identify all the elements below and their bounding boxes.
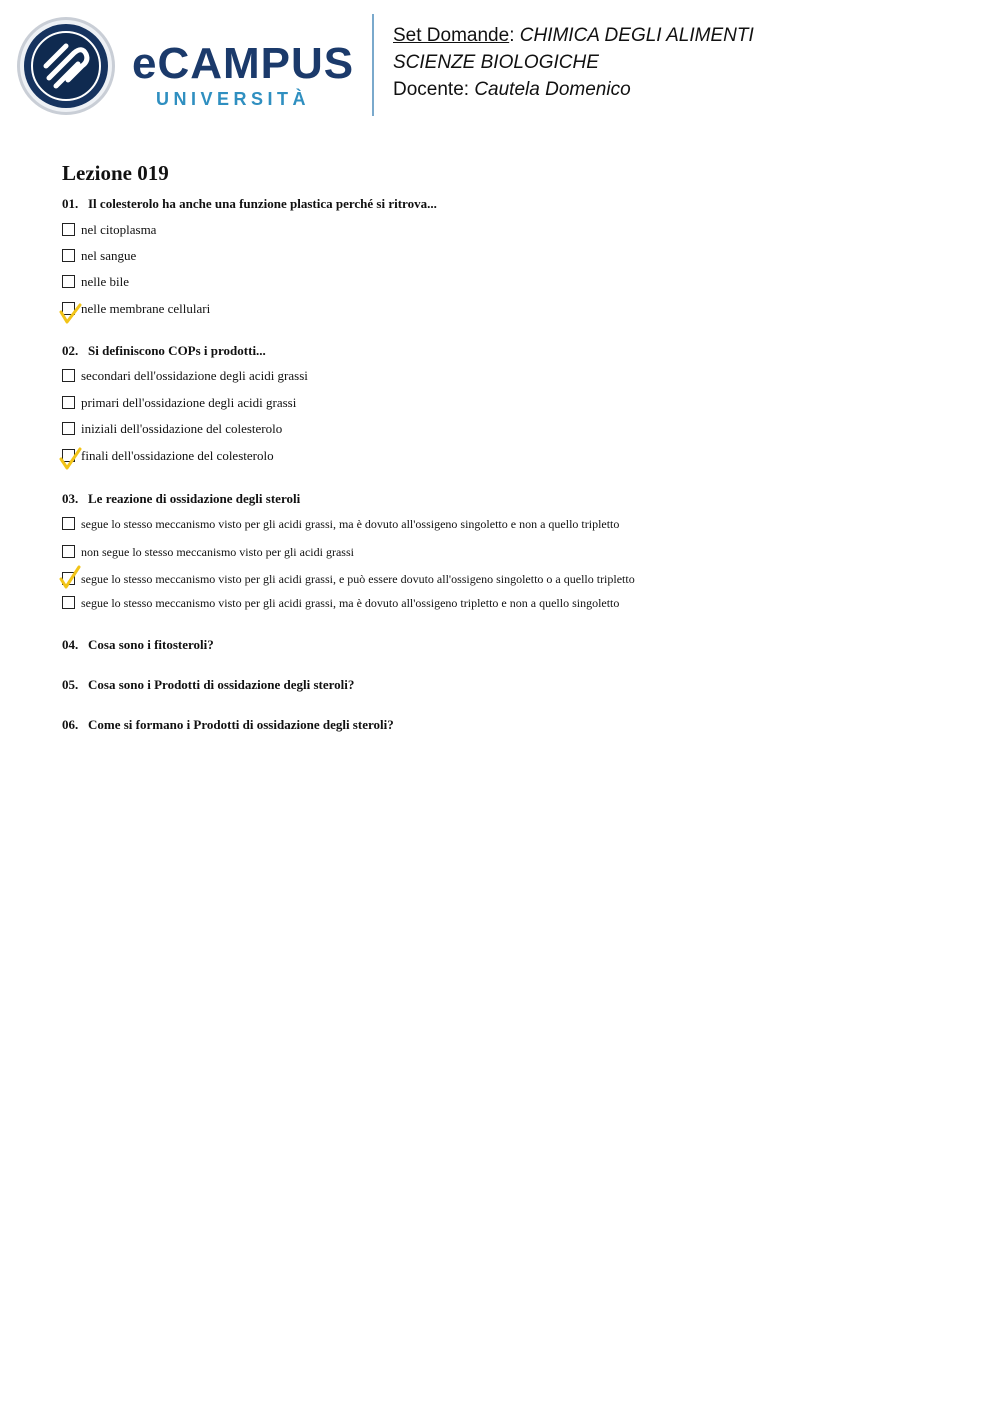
- question-number: 05.: [62, 677, 79, 692]
- answer-checkbox[interactable]: [62, 596, 75, 609]
- question-text: Le reazione di ossidazione degli steroli: [88, 491, 301, 506]
- answer-text: secondari dell'ossidazione degli acidi grassi: [81, 368, 308, 383]
- university-seal-logo: [16, 16, 116, 116]
- answer-checkbox[interactable]: [62, 275, 75, 288]
- answer-text: segue lo stesso meccanismo visto per gli acidi grassi, e può essere dovuto all'ossigeno singoletto o a quello tripletto: [81, 572, 635, 586]
- question-text: Come si formano i Prodotti di ossidazione degli steroli?: [88, 717, 394, 732]
- teacher-label: Docente:: [393, 79, 475, 100]
- question-number: 04.: [62, 637, 79, 652]
- question-text: Si definiscono COPs i prodotti...: [88, 343, 266, 358]
- teacher-name: Cautela Domenico: [474, 79, 631, 100]
- question-06: [62, 717, 394, 733]
- answer-checkbox[interactable]: [62, 545, 75, 558]
- question-text: Il colesterolo ha anche una funzione plastica perché si ritrova...: [88, 196, 437, 211]
- answer-checkbox[interactable]: [62, 369, 75, 382]
- question-number: 06.: [62, 717, 79, 732]
- checkmark-icon: [58, 300, 84, 326]
- lesson-title: Lezione 019: [62, 161, 169, 185]
- course-line: [393, 49, 754, 76]
- teacher-line: [393, 76, 754, 103]
- question-text: Cosa sono i Prodotti di ossidazione degli steroli?: [88, 677, 355, 692]
- checkmark-icon: [58, 445, 84, 471]
- question-number: 03.: [62, 491, 79, 506]
- question-01: [62, 196, 437, 212]
- course-name: SCIENZE BIOLOGICHE: [393, 52, 599, 73]
- answer-checkbox[interactable]: [62, 223, 75, 236]
- answer-text: segue lo stesso meccanismo visto per gli acidi grassi, ma è dovuto all'ossigeno tripletto e non a quello singoletto: [81, 596, 620, 610]
- answer-text: nel sangue: [81, 248, 137, 263]
- set-colon: :: [509, 25, 520, 46]
- question-02: [62, 343, 266, 359]
- answer-text: finali dell'ossidazione del colesterolo: [81, 448, 274, 463]
- answer-text: segue lo stesso meccanismo visto per gli acidi grassi, ma è dovuto all'ossigeno singoletto e non a quello tripletto: [81, 517, 620, 531]
- ecampus-wordmark-logo: [132, 40, 357, 112]
- answer-checkbox[interactable]: [62, 396, 75, 409]
- answer-checkbox[interactable]: [62, 422, 75, 435]
- answer-text: iniziali dell'ossidazione del colesterolo: [81, 421, 283, 436]
- question-04: [62, 637, 214, 653]
- question-number: 02.: [62, 343, 79, 358]
- question-03: [62, 491, 300, 507]
- subject-name: CHIMICA DEGLI ALIMENTI: [519, 25, 754, 46]
- logo-brand-text: eCAMPUS: [132, 39, 355, 88]
- header-divider: [372, 14, 374, 116]
- set-line: [393, 22, 754, 49]
- answer-text: nelle membrane cellulari: [81, 301, 211, 316]
- question-05: [62, 677, 354, 693]
- header-info: [393, 22, 754, 103]
- answer-checkbox[interactable]: [62, 249, 75, 262]
- answer-text: primari dell'ossidazione degli acidi grassi: [81, 395, 297, 410]
- question-text: Cosa sono i fitosteroli?: [88, 637, 214, 652]
- set-label: Set Domande: [393, 25, 510, 46]
- logo-subtitle-text: UNIVERSITÀ: [156, 89, 311, 109]
- checkmark-icon: [58, 563, 84, 589]
- answer-checkbox[interactable]: [62, 517, 75, 530]
- answer-text: nel citoplasma: [81, 222, 157, 237]
- question-number: 01.: [62, 196, 79, 211]
- answer-text: nelle bile: [81, 274, 130, 289]
- answer-text: non segue lo stesso meccanismo visto per gli acidi grassi: [81, 545, 354, 559]
